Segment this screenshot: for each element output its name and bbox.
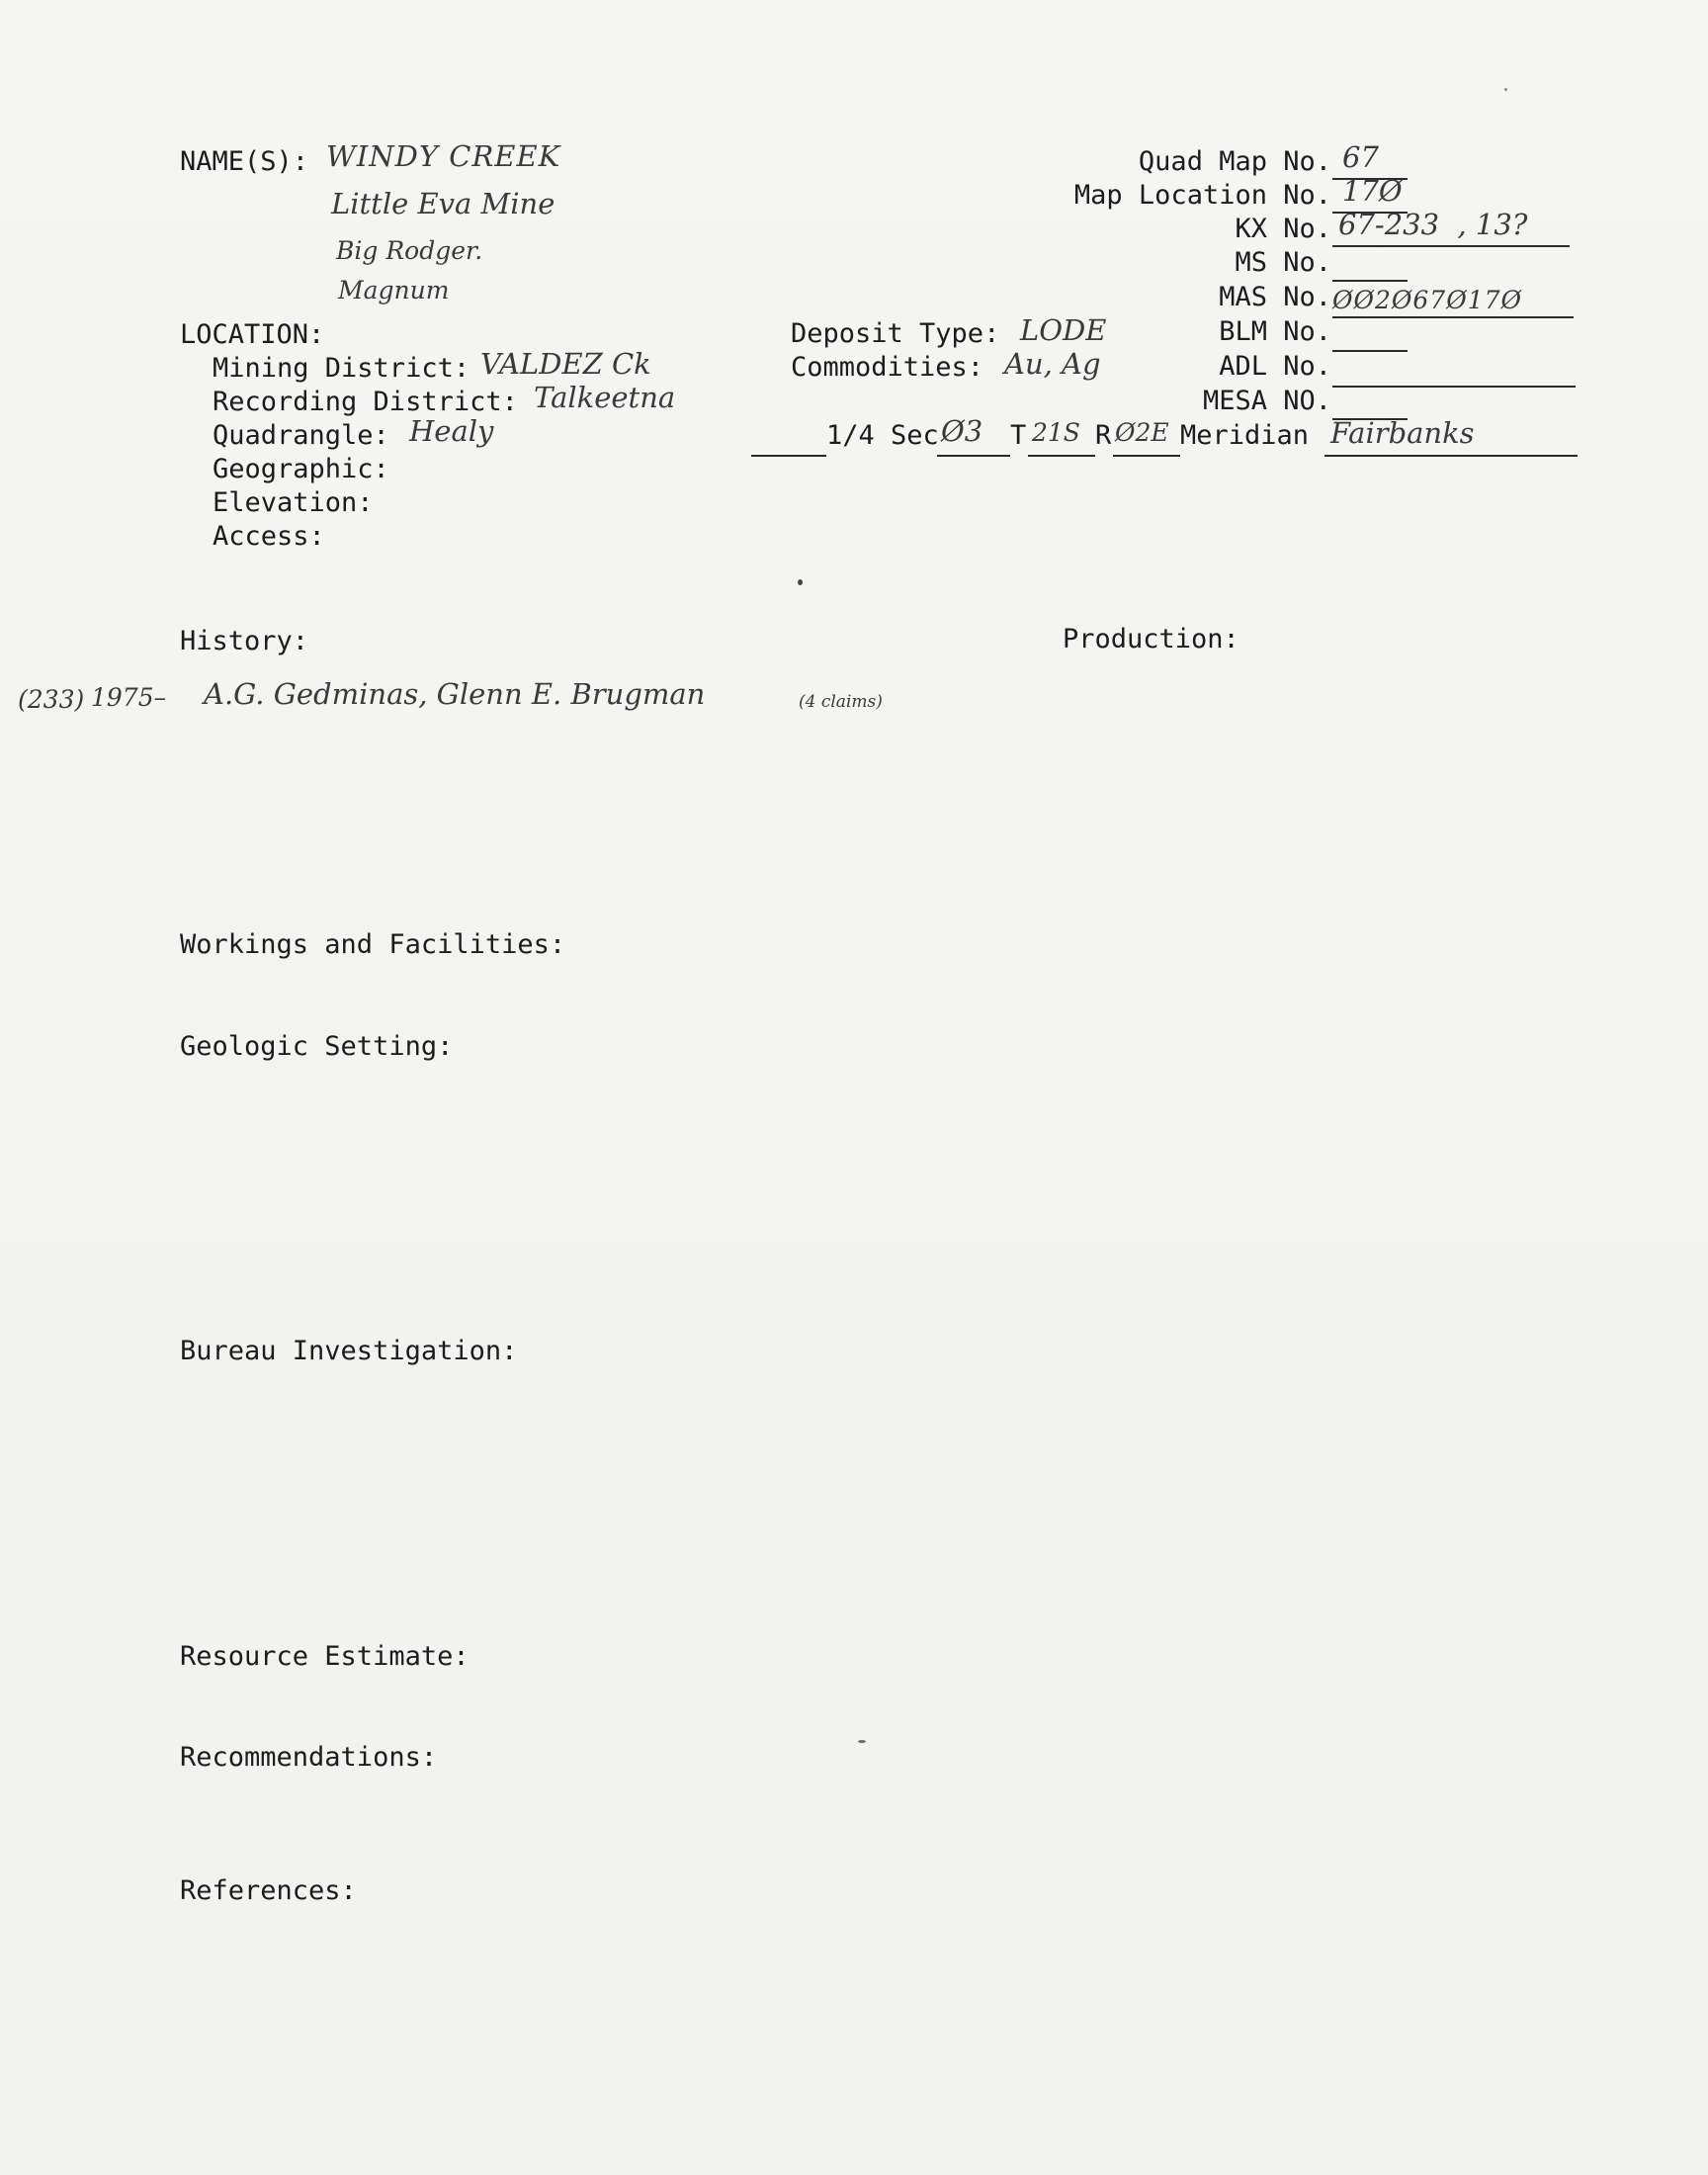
ms-underline bbox=[1332, 280, 1408, 282]
map-location-value: 17Ø bbox=[1342, 174, 1403, 208]
mas-value: ØØ2Ø67Ø17Ø bbox=[1332, 286, 1523, 314]
production-label: Production: bbox=[1063, 624, 1239, 654]
adl-label: ADL No. bbox=[1219, 351, 1331, 382]
meridian-underline bbox=[1324, 455, 1578, 457]
mining-district-value: VALDEZ Ck bbox=[480, 347, 651, 381]
mas-underline bbox=[1332, 316, 1574, 318]
deposit-type-value: LODE bbox=[1020, 313, 1107, 347]
meridian-label: Meridian bbox=[1180, 420, 1310, 451]
location-label: LOCATION: bbox=[180, 319, 325, 350]
meridian-value: Fairbanks bbox=[1330, 416, 1475, 450]
adl-underline bbox=[1332, 386, 1576, 388]
kx-underline bbox=[1332, 245, 1570, 247]
history-entry-owners: A.G. Gedminas, Glenn E. Brugman bbox=[204, 677, 706, 711]
access-label: Access: bbox=[213, 521, 325, 552]
mas-label: MAS No. bbox=[1219, 282, 1331, 312]
blm-underline bbox=[1332, 350, 1408, 352]
map-location-label: Map Location No. bbox=[1073, 180, 1331, 211]
history-entry-id: (233) bbox=[18, 685, 85, 714]
name-4: Magnum bbox=[338, 276, 450, 304]
recording-district-value: Talkeetna bbox=[534, 381, 676, 414]
blm-label: BLM No. bbox=[1219, 316, 1331, 347]
commodities-label: Commodities: bbox=[791, 352, 984, 383]
township-underline bbox=[1028, 455, 1095, 457]
range-label: R bbox=[1095, 420, 1112, 451]
commodities-value: Au, Ag bbox=[1004, 347, 1101, 381]
quad-map-label: Quad Map No. bbox=[1138, 146, 1331, 177]
kx-label: KX No. bbox=[1235, 214, 1331, 244]
speck-mark bbox=[1504, 88, 1507, 91]
speck-mark bbox=[858, 1740, 866, 1743]
mesa-label: MESA NO. bbox=[1202, 386, 1331, 416]
quarter-sec-label: 1/4 Sec bbox=[826, 420, 939, 451]
names-label: NAME(S): bbox=[180, 146, 309, 177]
township-label: T bbox=[1010, 420, 1027, 451]
sec-underline bbox=[937, 455, 1010, 457]
history-label: History: bbox=[180, 626, 309, 656]
mining-district-label: Mining District: bbox=[213, 353, 470, 384]
sec-value: Ø3 bbox=[941, 414, 983, 448]
bureau-investigation-label: Bureau Investigation: bbox=[180, 1336, 518, 1366]
ms-label: MS No. bbox=[1235, 247, 1331, 278]
township-value: 21S bbox=[1032, 418, 1080, 447]
range-underline bbox=[1113, 455, 1180, 457]
workings-label: Workings and Facilities: bbox=[180, 929, 566, 960]
deposit-type-label: Deposit Type: bbox=[791, 318, 1000, 349]
speck-mark bbox=[798, 579, 803, 585]
quadrangle-value: Healy bbox=[409, 414, 494, 448]
references-label: References: bbox=[180, 1875, 357, 1906]
range-value: Ø2E bbox=[1115, 418, 1169, 447]
geologic-setting-label: Geologic Setting: bbox=[180, 1031, 454, 1062]
geographic-label: Geographic: bbox=[213, 454, 389, 484]
history-entry-note: (4 claims) bbox=[799, 692, 883, 712]
name-1: WINDY CREEK bbox=[326, 139, 561, 173]
recommendations-label: Recommendations: bbox=[180, 1742, 438, 1773]
elevation-label: Elevation: bbox=[213, 487, 374, 518]
history-entry-year: 1975– bbox=[91, 683, 167, 712]
quarter-underline bbox=[751, 455, 826, 457]
kx-value: 67-233 , 13? bbox=[1338, 208, 1528, 241]
recording-district-label: Recording District: bbox=[213, 387, 518, 417]
quad-map-value: 67 bbox=[1342, 140, 1379, 174]
quadrangle-label: Quadrangle: bbox=[213, 420, 389, 451]
resource-estimate-label: Resource Estimate: bbox=[180, 1641, 470, 1672]
name-3: Big Rodger. bbox=[336, 236, 483, 265]
name-2: Little Eva Mine bbox=[331, 187, 555, 220]
